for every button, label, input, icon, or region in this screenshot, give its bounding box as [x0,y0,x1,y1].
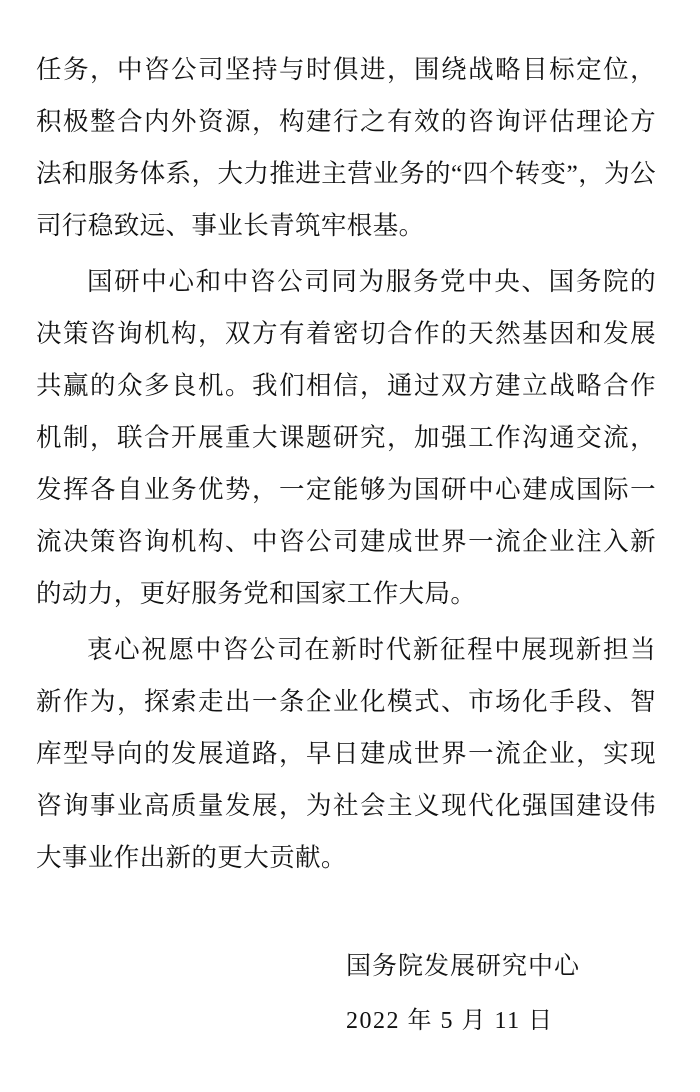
signature-organization: 国务院发展研究中心 [346,953,581,980]
paragraph-3: 衷心祝愿中咨公司在新时代新征程中展现新担当新作为，探索走出一条企业化模式、市场化手段、智库型导向的发展道路，早日建成世界一流企业，实现咨询事业高质量发展，为社会主义现代化强国建设伟大事业作出新的更大贡献。 [36,635,656,872]
page-bottom-space [36,1048,656,1062]
paragraph-2: 国研中心和中咨公司同为服务党中央、国务院的决策咨询机构，双方有着密切合作的天然基因和发展共赢的众多良机。我们相信，通过双方建立战略合作机制，联合开展重大课题研究，加强工作沟通交流，发挥各自业务优势，一定能够为国研中心建成国际一流决策咨询机构、中咨公司建成世界一流企业注入新的动力，更好服务党和国家工作大局。 [36,267,656,608]
document-body [36,44,656,888]
signature-date: 2022 年 5 月 11 日 [346,1008,554,1034]
paragraph-1: 任务，中咨公司坚持与时俱进，围绕战略目标定位，积极整合内外资源，构建行之有效的咨询评估理论方法和服务体系，大力推进主营业务的“四个转变”，为公司行稳致远、事业长青筑牢根基。 [36,55,656,240]
signature-block [36,940,581,1048]
